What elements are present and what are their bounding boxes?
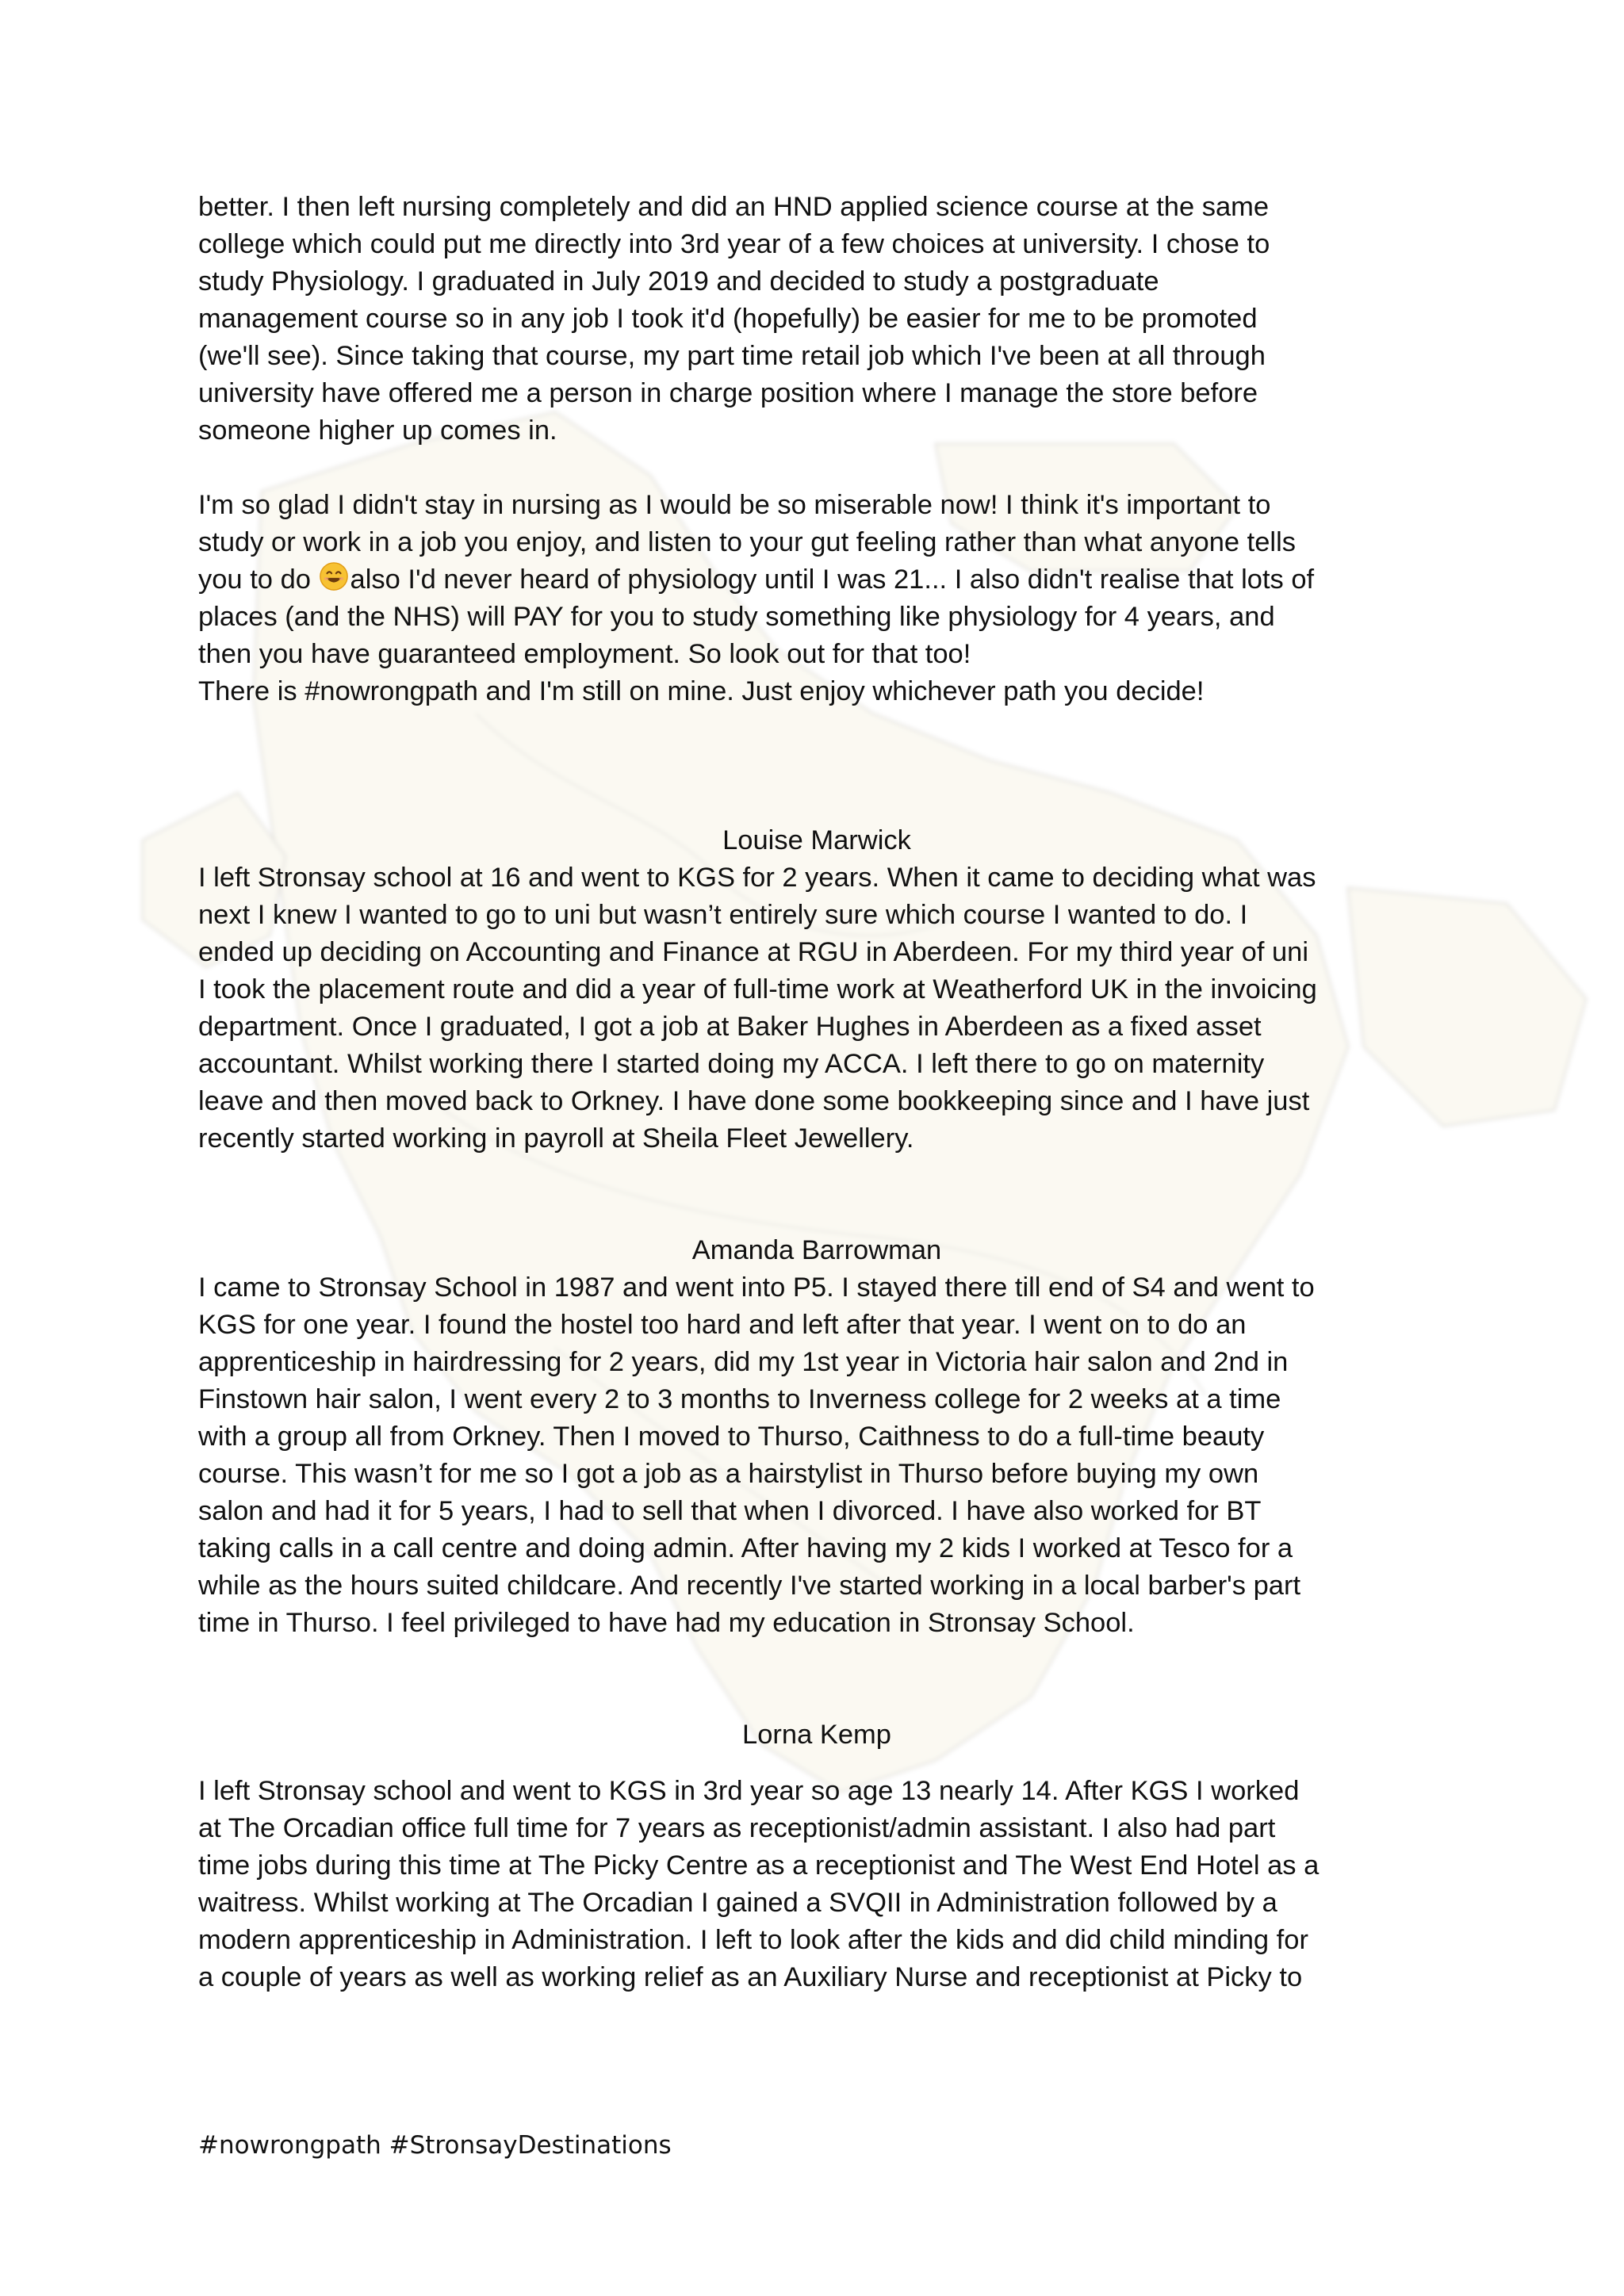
text-line: while as the hours suited childcare. And recently I've started working in a local barber's part [198,1571,1301,1601]
text-line: then you have guaranteed employment. So look out for that too! [198,639,971,669]
text-line: recently started working in payroll at Sheila Fleet Jewellery. [198,1123,914,1154]
text-line: I came to Stronsay School in 1987 and went into P5. I stayed there till end of S4 and went to [198,1272,1315,1303]
text-line: study or work in a job you enjoy, and listen to your gut feeling rather than what anyone tells [198,527,1297,557]
intro-paragraph [198,189,1451,450]
text-line: There is #nowrongpath and I'm still on mine. Just enjoy whichever path you decide! [198,676,1205,706]
text-line: modern apprenticeship in Administration. I left to look after the kids and did child minding for [198,1925,1308,1955]
text-line: someone higher up comes in. [198,415,557,446]
text-line: time jobs during this time at The Picky Centre as a receptionist and The West End Hotel as a [198,1850,1320,1881]
text-line: course. This wasn’t for me so I got a job as a hairstylist in Thurso before buying my own [198,1459,1259,1489]
text-line: with a group all from Orkney. Then I moved to Thurso, Caithness to do a full-time beauty [198,1422,1265,1452]
text-line: taking calls in a call centre and doing admin. After having my 2 kids I worked at Tesco for a [198,1533,1293,1563]
text-line: salon and had it for 5 years, I had to sell that when I divorced. I have also worked for BT [198,1496,1262,1526]
text-line: I left Stronsay school and went to KGS in 3rd year so age 13 nearly 14. After KGS I worked [198,1776,1300,1806]
section-heading-amanda: Amanda Barrowman [691,1235,942,1265]
text-line: I left Stronsay school at 16 and went to KGS for 2 years. When it came to deciding what was [198,863,1316,893]
text-fragment: you to do [198,564,319,595]
text-line: better. I then left nursing completely and did an HND applied science course at the same [198,192,1270,222]
text-line: at The Orcadian office full time for 7 years as receptionist/admin assistant. I also had part [198,1813,1276,1843]
text-line: time in Thurso. I feel privileged to have had my education in Stronsay School. [198,1608,1135,1638]
amanda-paragraph [198,1269,1451,1642]
text-line: places (and the NHS) will PAY for you to study something like physiology for 4 years, and [198,602,1275,632]
text-line: leave and then moved back to Orkney. I have done some bookkeeping since and I have just [198,1086,1310,1116]
section-heading-louise: Louise Marwick [722,825,911,855]
text-fragment: also I'd never heard of physiology until I was 21... I also didn't realise that lots of [350,564,1315,595]
text-line: university have offered me a person in charge position where I manage the store before [198,378,1258,408]
text-line: (we'll see). Since taking that course, my part time retail job which I've been at all through [198,341,1266,371]
text-line: apprenticeship in hairdressing for 2 years, did my 1st year in Victoria hair salon and 2nd in [198,1347,1289,1377]
text-line: accountant. Whilst working there I started doing my ACCA. I left there to go on maternity [198,1049,1265,1079]
document-body [198,189,1451,1996]
lorna-paragraph [198,1773,1451,1996]
text-line: management course so in any job I took it'd (hopefully) be easier for me to be promoted [198,304,1258,334]
text-line: next I knew I wanted to go to uni but wasn’t entirely sure which course I wanted to do. I [198,900,1248,930]
text-line: waitress. Whilst working at The Orcadian I gained a SVQII in Administration followed by a [198,1888,1277,1918]
text-line: I took the placement route and did a year of full-time work at Weatherford UK in the invoicing [198,974,1317,1004]
text-line: college which could put me directly into 3rd year of a few choices at university. I chose to [198,229,1270,259]
text-line: I'm so glad I didn't stay in nursing as I would be so miserable now! I think it's important to [198,490,1271,520]
text-line: department. Once I graduated, I got a job at Baker Hughes in Aberdeen as a fixed asset [198,1012,1262,1042]
text-line: Finstown hair salon, I went every 2 to 3 months to Inverness college for 2 weeks at a time [198,1384,1281,1414]
text-line: KGS for one year. I found the hostel too hard and left after that year. I went on to do an [198,1310,1247,1340]
smiling-face-emoji-icon [319,561,349,591]
section-heading-lorna: Lorna Kemp [742,1720,891,1750]
text-line: a couple of years as well as working relief as an Auxiliary Nurse and receptionist at Picky to [198,1962,1303,1992]
intro-paragraph-2 [198,487,1451,710]
footer-hashtags: #nowrongpath #StronsayDestinations [198,2131,672,2160]
text-line-with-emoji [198,561,1451,599]
louise-paragraph [198,859,1451,1158]
text-line: study Physiology. I graduated in July 2019 and decided to study a postgraduate [198,266,1159,297]
text-line: ended up deciding on Accounting and Finance at RGU in Aberdeen. For my third year of uni [198,937,1309,967]
